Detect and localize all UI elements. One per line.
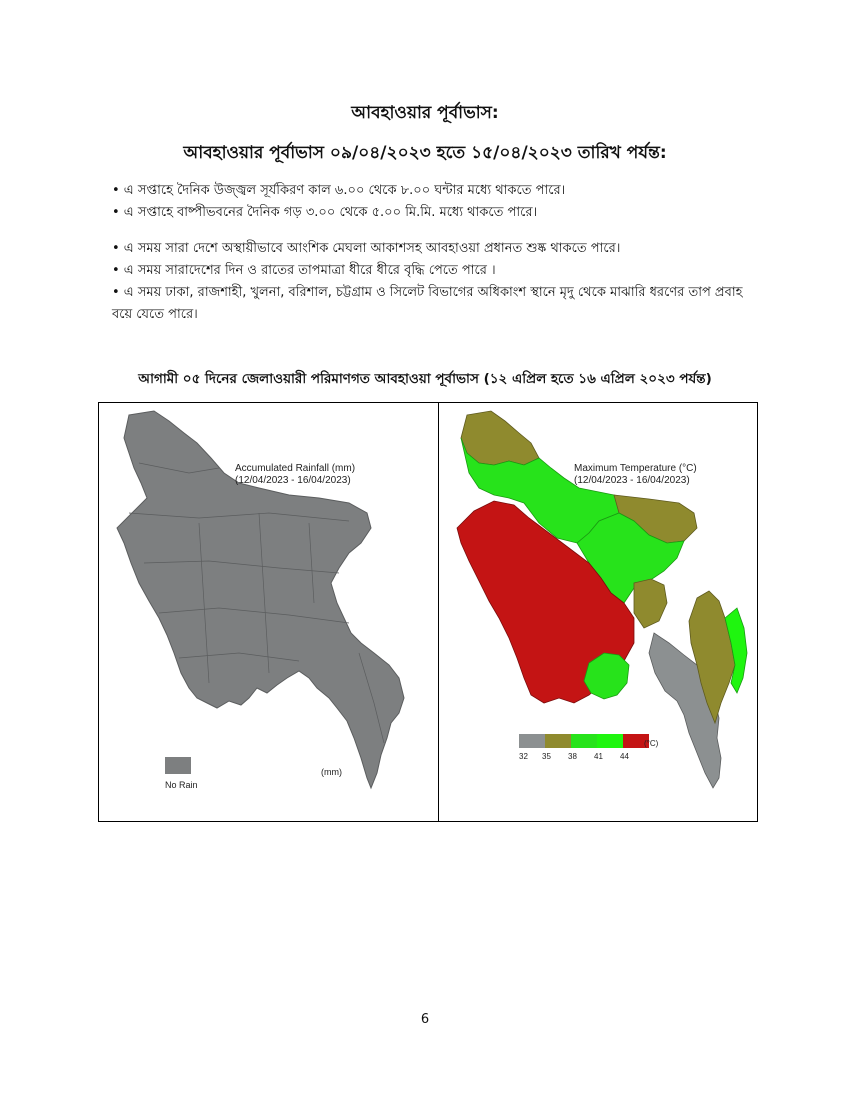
- bullet-item: • এ সময় ঢাকা, রাজশাহী, খুলনা, বরিশাল, চট্টগ্রাম ও সিলেট বিভাগের অধিকাংশ স্থানে মৃদু থেকে মাঝারি ধরণের তাপ প্রবাহ বয়ে যেতে পারে।: [112, 285, 743, 322]
- page-number: 6: [420, 1012, 430, 1027]
- comilla-olive: [634, 579, 667, 628]
- temperature-title-line1: Maximum Temperature (°C): [574, 463, 697, 474]
- legend-swatch-38: [571, 734, 597, 748]
- rainfall-unit-label: (mm): [321, 767, 342, 777]
- bullet-item: • এ সপ্তাহে বাষ্পীভবনের দৈনিক গড় ৩.০০ থেকে ৫.০০ মি.মি. মধ্যে থাকতে পারে।: [112, 205, 538, 220]
- forecast-period-heading: আবহাওয়ার পূর্বাভাস ০৯/০৪/২০২৩ হতে ১৫/০৪/২০২৩ তারিখ পর্যন্ত:: [183, 143, 667, 163]
- bullet-item: • এ সময় সারাদেশের দিন ও রাতের তাপমাত্রা ধীরে ধীরে বৃদ্ধি পেতে পারে ।: [112, 263, 496, 278]
- bullet-list-1: [112, 180, 752, 224]
- temperature-legend: [519, 734, 649, 748]
- rainfall-map-panel: [99, 403, 438, 821]
- bullet-item: • এ সময় সারা দেশে অস্থায়ীভাবে আংশিক মেঘলা আকাশসহ আবহাওয়া প্রধানত শুষ্ক থাকতে পারে।: [112, 241, 621, 256]
- rainfall-map-title: [235, 463, 355, 487]
- temperature-map-title: [574, 463, 697, 487]
- no-rain-legend-swatch: [165, 757, 191, 774]
- legend-tick-32: 32: [519, 752, 528, 761]
- no-rain-legend-label: No Rain: [165, 780, 198, 790]
- rainfall-title-line2: (12/04/2023 - 16/04/2023): [235, 475, 351, 486]
- rainfall-title-line1: Accumulated Rainfall (mm): [235, 463, 356, 474]
- legend-tick-35: 35: [542, 752, 551, 761]
- page-heading: আবহাওয়ার পূর্বাভাস:: [351, 103, 499, 123]
- map-table: [98, 402, 758, 822]
- forecast-table-title: আগামী ০৫ দিনের জেলাওয়ারী পরিমাণগত আবহাওয়া পূর্বাভাস (১২ এপ্রিল হতে ১৬ এপ্রিল ২০২৩ পর্যন্ত): [138, 371, 712, 387]
- legend-tick-44: 44: [620, 752, 629, 761]
- legend-tick-41: 41: [594, 752, 603, 761]
- north-region-olive: [461, 411, 539, 465]
- bullet-item: • এ সপ্তাহে দৈনিক উজ্জ্বল সূর্যকিরণ কাল ৬.০০ থেকে ৮.০০ ঘন্টার মধ্যে থাকতে পারে।: [112, 183, 566, 198]
- legend-swatch-35: [545, 734, 571, 748]
- bullet-list-2: [112, 238, 752, 326]
- temperature-unit-label: (°C): [644, 739, 659, 748]
- legend-swatch-32: [519, 734, 545, 748]
- temperature-title-line2: (12/04/2023 - 16/04/2023): [574, 475, 690, 486]
- legend-tick-38: 38: [568, 752, 577, 761]
- legend-swatch-41: [597, 734, 623, 748]
- temperature-map-panel: [439, 403, 757, 821]
